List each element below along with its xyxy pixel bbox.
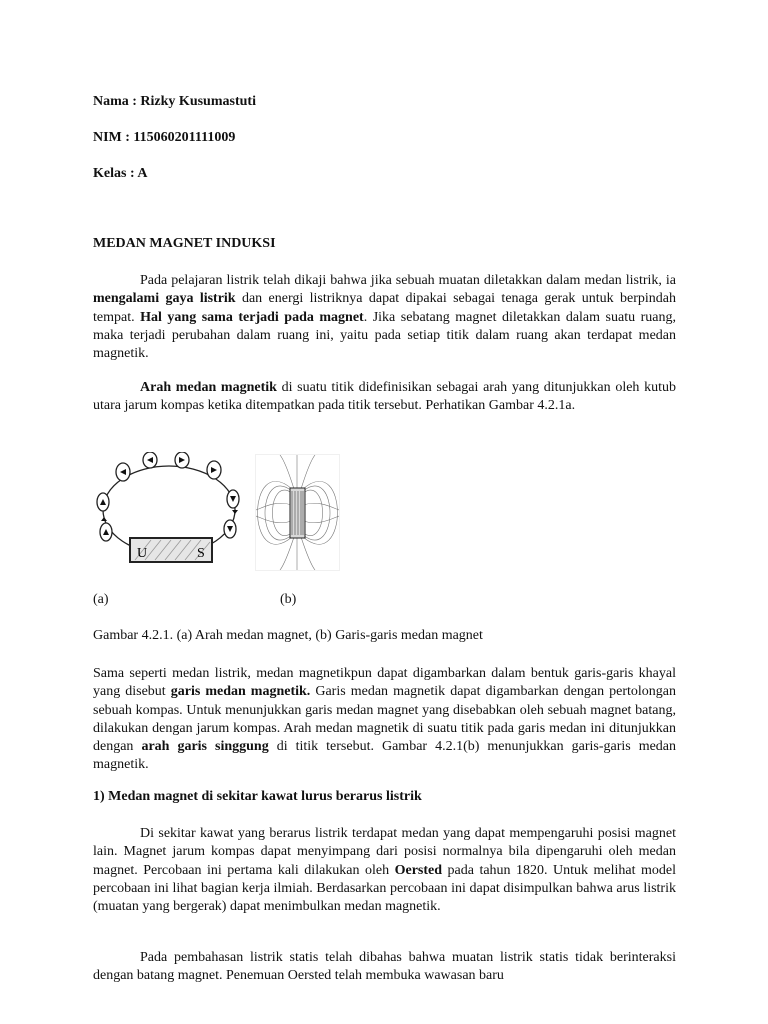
p3-text-1: Sama seperti medan listrik, medan magnetikpun dapat digambarkan dalam bentuk garis-garis khayal yang disebut <box>93 666 676 700</box>
paragraph-5 <box>93 949 676 986</box>
p1-text-2: dan energi listriknya dapat dipakai sebagai tenaga gerak untuk berpindah tempat. <box>93 291 676 325</box>
p1-bold-1: mengalami gaya listrik <box>93 291 236 307</box>
student-nim: NIM : 115060201111009 <box>93 130 236 145</box>
paragraph-3 <box>93 665 676 775</box>
figure-label-a: (a) <box>93 592 109 607</box>
student-class: Kelas : A <box>93 166 148 181</box>
p4-text-1: Di sekitar kawat yang berarus listrik terdapat medan yang dapat mempengaruhi posisi magnet lain. Magnet jarum kompas dapat menyimpang dari posisi normalnya bila dipengaruhi oleh medan magnet. Percobaan ini pertama kali dilakukan oleh <box>93 826 676 878</box>
compass-field-drawing <box>93 452 244 570</box>
figure-a-compass-field <box>93 452 244 570</box>
figure-b-field-lines <box>256 455 339 570</box>
p5-text-1: Pada pembahasan listrik statis telah dibahas bahwa muatan listrik statis tidak berinteraksi dengan batang magnet. Penemuan Oersted telah membuka wawasan baru <box>93 950 676 984</box>
p3-bold-1: garis medan magnetik. <box>170 684 311 700</box>
paragraph-2 <box>93 379 676 416</box>
magnet-u-label: U <box>137 546 148 561</box>
p3-text-2: Garis medan magnetik dapat digambarkan dengan pertolongan sebuah kompas. Untuk menunjukkan garis medan magnet yang disebabkan oleh sebuah magnet batang, dilakukan dengan jarum kompas. Arah medan magnetik di suatu titik pada garis medan ini ditunjukkan dengan <box>93 684 677 755</box>
p3-bold-2: arah garis singgung <box>141 739 269 755</box>
paragraph-1 <box>93 272 676 363</box>
document-title: MEDAN MAGNET INDUKSI <box>93 236 276 251</box>
paragraph-4 <box>93 825 676 916</box>
figure-caption: Gambar 4.2.1. (a) Arah medan magnet, (b) Garis-garis medan magnet <box>93 628 483 643</box>
figure-label-b: (b) <box>280 592 297 607</box>
magnet-s-label: S <box>197 546 205 561</box>
p3-text-3: di titik tersebut. Gambar 4.2.1(b) menunjukkan garis-garis medan magnetik. <box>93 739 677 773</box>
student-name: Nama : Rizky Kusumastuti <box>93 94 256 109</box>
p1-text-3: . Jika sebatang magnet diletakkan dalam suatu ruang, maka terjadi perubahan dalam ruang ini, yaitu pada setiap titik dalam ruang akan terdapat medan magnetik. <box>93 309 676 362</box>
p2-text-1: di suatu titik didefinisikan sebagai arah yang ditunjukkan oleh kutub utara jarum kompas ketika ditempatkan pada titik tersebut. Perhatikan Gambar 4.2.1a. <box>93 380 676 414</box>
p4-text-2: pada tahun 1820. Untuk melihat model percobaan ini lihat bagian kerja ilmiah. Berdasarkan percobaan ini dapat disimpulkan bahwa arus listrik (muatan yang bergerak) dapat menimbulkan medan magnetik. <box>93 862 676 915</box>
section-heading-1: 1) Medan magnet di sekitar kawat lurus berarus listrik <box>93 789 422 804</box>
p1-bold-2: Hal yang sama terjadi pada magnet <box>140 309 364 325</box>
p4-bold-1: Oersted <box>394 862 443 878</box>
p2-bold-1: Arah medan magnetik <box>140 380 277 395</box>
field-lines-drawing <box>256 455 339 570</box>
p1-text-1: Pada pelajaran listrik telah dikaji bahwa jika sebuah muatan diletakkan dalam medan listrik, ia <box>140 273 676 288</box>
